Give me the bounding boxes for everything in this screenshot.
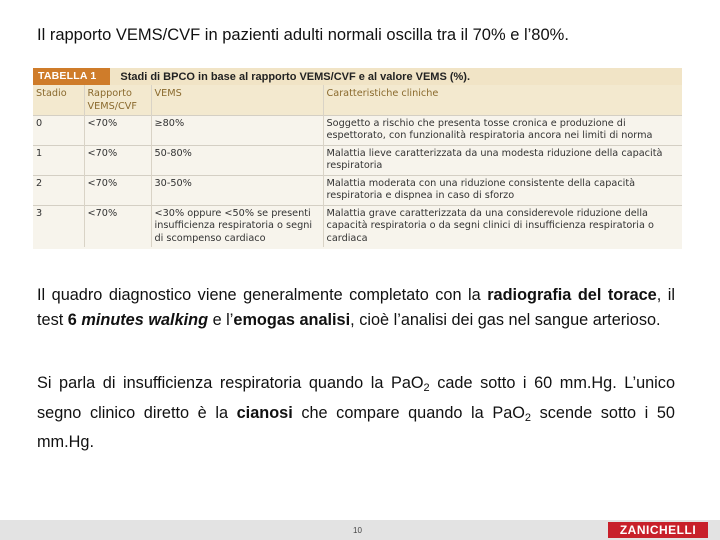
cell-vems: <30% oppure <50% se presenti insufficienza respiratoria o segni di scompenso cardiaco: [151, 205, 323, 247]
cell-caratteristiche: Soggetto a rischio che presenta tosse cronica e produzione di espettorato, con funzionalità respiratoria ancora nei limiti di norma: [323, 115, 682, 145]
bold-term: cianosi: [236, 403, 293, 422]
cell-stadio: 3: [33, 205, 84, 247]
cell-vems: ≥80%: [151, 115, 323, 145]
bpco-table: [33, 68, 682, 249]
bold-italic-term: minutes walking: [81, 310, 209, 329]
bold-term: radiografia del torace: [487, 286, 657, 304]
table-row: [33, 145, 682, 175]
cell-rapporto: <70%: [84, 145, 151, 175]
text-run: , cioè l’analisi dei gas nel sangue arterioso.: [350, 310, 661, 329]
bold-term: 6: [67, 310, 82, 329]
cell-rapporto: <70%: [84, 175, 151, 205]
cell-caratteristiche: Malattia moderata con una riduzione consistente della capacità respiratoria e dispnea in caso di sforzo: [323, 175, 682, 205]
slide-headline: Il rapporto VEMS/CVF in pazienti adulti normali oscilla tra il 70% e l’80%.: [37, 26, 569, 44]
cell-vems: 50-80%: [151, 145, 323, 175]
cell-caratteristiche: Malattia lieve caratterizzata da una modesta riduzione della capacità respiratoria: [323, 145, 682, 175]
text-run: che compare quando la PaO: [292, 403, 525, 422]
cell-rapporto: <70%: [84, 205, 151, 247]
respiratory-paragraph: [37, 371, 675, 455]
cell-vems: 30-50%: [151, 175, 323, 205]
table-body: [33, 85, 682, 247]
header-caratteristiche: Caratteristiche cliniche: [323, 85, 682, 115]
bold-term: emogas analisi: [233, 310, 351, 329]
header-stadio: Stadio: [36, 88, 67, 99]
cell-stadio: 2: [33, 175, 84, 205]
cell-caratteristiche: Malattia grave caratterizzata da una considerevole riduzione della capacità respiratoria o da segni clinici di insufficienza respiratoria o cardiaca: [323, 205, 682, 247]
subscript: 2: [423, 382, 430, 394]
header-vems: VEMS: [151, 85, 323, 115]
table-row: [33, 205, 682, 247]
table-row: [33, 175, 682, 205]
footer-bar: [0, 520, 720, 540]
table-row: [33, 115, 682, 145]
text-run: cade sotto i 60 mm.Hg. L’unico segno clinico diretto è la: [37, 374, 675, 422]
text-run: e l’: [208, 310, 234, 329]
table-badge: TABELLA 1: [33, 68, 110, 85]
diagnosis-paragraph: [37, 283, 675, 332]
table-title: Stadi di BPCO in base al rapporto VEMS/CVF e al valore VEMS (%).: [120, 70, 471, 83]
table-caption: [33, 68, 682, 85]
cell-stadio: 1: [33, 145, 84, 175]
text-run: Si parla di insufficienza respiratoria quando la PaO: [37, 374, 424, 392]
table-header-row: [33, 85, 682, 115]
cell-stadio: 0: [33, 115, 84, 145]
header-rapporto: Rapporto VEMS/CVF: [84, 85, 151, 115]
text-run: , il test: [37, 286, 676, 329]
subscript: 2: [524, 411, 532, 424]
cell-rapporto: <70%: [84, 115, 151, 145]
publisher-logo: ZANICHELLI: [608, 522, 708, 538]
text-run: scende sotto i 50 mm.Hg.: [37, 403, 675, 451]
text-run: Il quadro diagnostico viene generalmente completato con la: [37, 286, 488, 304]
page-number: 10: [353, 526, 362, 535]
